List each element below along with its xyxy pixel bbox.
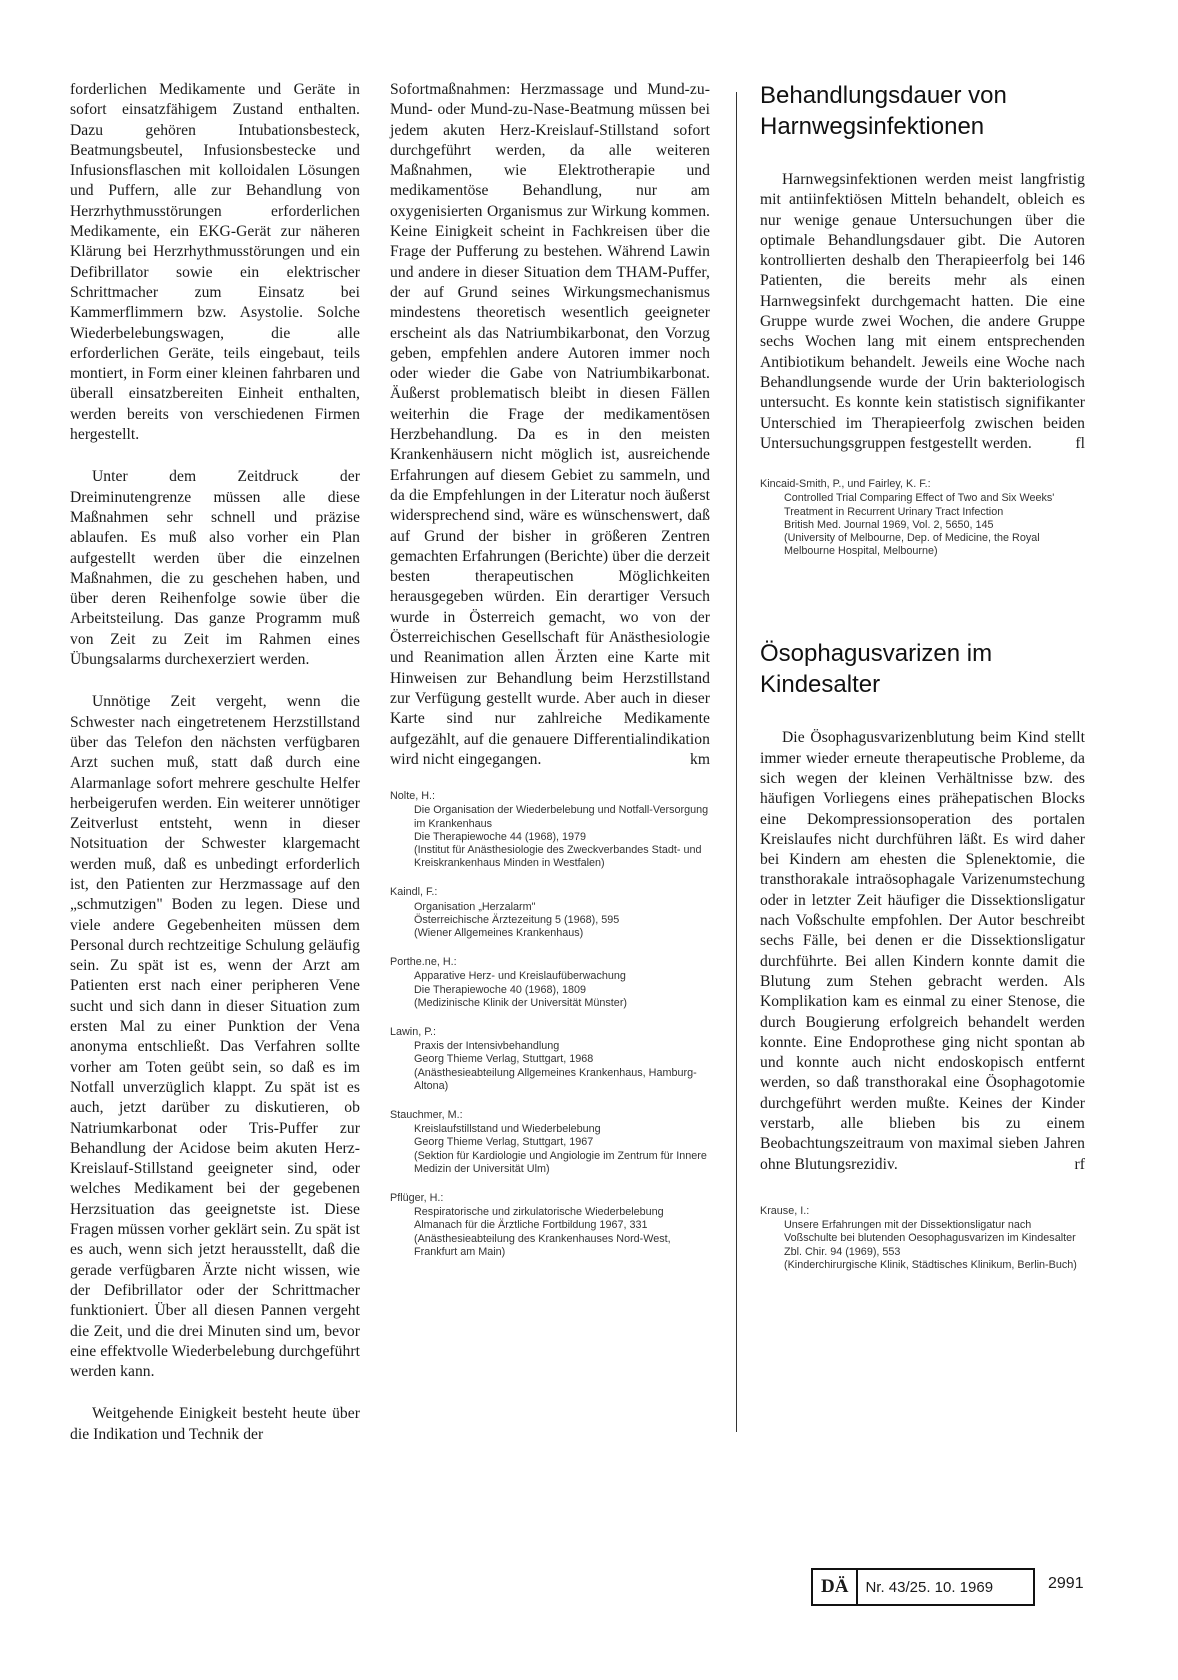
reference-line: Respiratorische und zirkulatorische Wiederbelebung (414, 1206, 664, 1219)
paragraph: forderlichen Medikamente und Geräte in sofort einsatzfähigem Zustand enthalten. Dazu gehören Intubationsbesteck, Beatmungsbeutel, Infusionsbestecke und Infusionsflaschen mit kolloidalen Lösungen und Puffern, alle zur Behandlung von Herzrhythmusstörungen erforderlichen Medikamente, ein EKG-Gerät zur näheren Klärung bei Herzrhythmusstörungen und ein Defibrillator sowie ein elektrischer Schrittmacher zum Einsatz bei Kammerflimmern bzw. Asystolie. Solche Wiederbelebungswagen, die alle erforderlichen Geräte, teils eingebaut, teils montiert, in Form einer kleinen fahrbaren und überall einsatzbereiten Einheit enthalten, werden bereits von verschiedenen Firmen hergestellt. (70, 81, 360, 444)
column-3 (760, 80, 1085, 1288)
issue-box (811, 1568, 1035, 1606)
reference (390, 1026, 710, 1093)
reference-line: Praxis der Intensivbehandlung (414, 1040, 560, 1053)
reference-line: Georg Thieme Verlag, Stuttgart, 1968 (414, 1053, 594, 1066)
article-heading: Ösophagusvarizen im Kindesalter (760, 640, 993, 699)
reference-line: Die Therapiewoche 44 (1968), 1979 (414, 830, 587, 843)
author-initials: fl (1075, 434, 1085, 452)
paragraph-text: Harnwegsinfektionen werden meist langfristig mit antiinfektiösen Mitteln behandelt, obleich es nur wenige genaue Untersuchungen über die optimale Behandlungsdauer gibt. Die Autoren kontrollierten deshalb den Therapieerfolg bei 146 Patienten, die bereits mehr als einen Harnwegsinfekt durchgemacht hatten. Die eine Gruppe wurde zwei Wochen, die andere Gruppe sechs Wochen lang mit einem entsprechenden Antibiotikum behandelt. Jeweils eine Woche nach Behandlungsende wurde der Urin bakteriologisch untersucht. Es konnte kein statistisch signifikanter Unterschied im Therapieerfolg zwischen beiden Untersuchungsgruppen festgestellt werden. (760, 171, 1085, 452)
reference-author: Lawin, P.: (390, 1025, 437, 1038)
paragraph (760, 728, 1085, 1175)
reference-line: (Anästhesieabteilung Allgemeines Krankenhaus, Hamburg-Altona) (414, 1066, 697, 1092)
reference-line: Die Organisation der Wiederbelebung und Notfall-Versorgung im Krankenhaus (414, 804, 709, 830)
article-heading: Behandlungsdauer von Harnwegsinfektionen (760, 82, 1007, 140)
reference-author: Kaindl, F.: (390, 886, 438, 899)
column-2 (390, 80, 710, 1275)
issue-number: Nr. 43/25. 10. 1969 (865, 1578, 994, 1596)
page-number: 2991 (1048, 1575, 1084, 1592)
reference-line: (Sektion für Kardiologie und Angiologie im Zentrum für Innere Medizin der Universität Ulm) (414, 1149, 707, 1175)
reference-line: (Medizinische Klinik der Universität Münster) (414, 996, 628, 1009)
reference (760, 478, 1085, 558)
reference-line: (University of Melbourne, Dep. of Medicine, the Royal Melbourne Hospital, Melbourne) (784, 531, 1040, 558)
reference-line: British Med. Journal 1969, Vol. 2, 5650, 145 (784, 518, 994, 531)
reference-line: (Kinderchirurgische Klinik, Städtisches Klinikum, Berlin-Buch) (784, 1258, 1077, 1271)
reference-line: Zbl. Chir. 94 (1969), 553 (784, 1245, 901, 1258)
paragraph-text: Sofortmaßnahmen: Herzmassage und Mund-zu-Mund- oder Mund-zu-Nase-Beatmung müssen bei jedem akuten Herz-Kreislauf-Stillstand sofort durchgeführt werden, da alle weiteren Maßnahmen, wie Elektrotherapie und medikamentöse Behandlung, nur am oxygenisierten Organismus zur Wirkung kommen. Keine Einigkeit scheint in Fachkreisen über die Frage der Pufferung zu bestehen. Während Lawin und andere in dieser Situation dem THAM-Puffer, der auf Grund seines Wirkungsmechanismus mindestens theoretisch wesentlich geeigneter erscheint als das Natriumbikarbonat, den Vorzug geben, empfehlen andere Autoren immer noch oder wieder die Gabe von Natriumbikarbonat. Äußerst problematisch bleibt in diesen Fällen weiterhin die Frage der medikamentösen Herzbehandlung. Da es in den meisten Krankenhäusern nicht möglich ist, ausreichende Erfahrungen auf diesem Gebiet zu sammeln, und da die Empfehlungen in der Literatur noch äußerst widersprechend sind, wäre es wünschenswert, daß auf Grund der bisher in größeren Zentren gemachten Erfahrungen (Berichte) über die derzeit besten therapeutischen Möglichkeiten herausgegeben würden. Ein derartiger Versuch wurde in Österreich gemacht, wo von der Österreichischen Gesellschaft für Anästhesiologie und Reanimation allen Ärzten eine Karte mit Hinweisen zur Behandlung beim Herzstillstand zur Verfügung gestellt wurde. Aber auch in dieser Karte sind nur zahlreiche Medikamente aufgezählt, auf die genauere Differentialindikation wird nicht eingegangen. (390, 81, 710, 768)
paragraph (390, 80, 710, 770)
journal-logo: DÄ (813, 1570, 858, 1604)
column-1 (70, 80, 360, 1445)
reference (390, 1192, 710, 1259)
paragraph: Unnötige Zeit vergeht, wenn die Schwester nach eingetretenem Herzstillstand über das Telefon den nächsten verfügbaren Arzt suchen muß, statt daß durch eine Alarmanlage sofort mehrere geschulte Helfer herbeigerufen werden. Ein weiterer unnötiger Zeitverlust entsteht, wenn in dieser Notsituation der Schwester klargemacht werden muß, daß es unbedingt erforderlich ist, den Patienten zur Herzmassage auf den „schmutzigen" Boden zu legen. Diese und viele andere Gegebenheiten müssen dem Personal durch rechtzeitige Schulung geläufig sein. Zu spät ist es, wenn der Arzt am Patienten erst nach einer peripheren Vene sucht und sich dann in dieser Situation zum ersten Mal zu einer Punktion der Vena anonyma entschließt. Das Verfahren sollte vorher am Toten geübt sein, so daß es im Notfall unverzüglich klappt. Zu spät ist es auch, jetzt darüber zu diskutieren, ob Natriumkarbonat oder Tris-Puffer zur Behandlung der Acidose beim akuten Herz-Kreislauf-Stillstand geeigneter sind, oder welches Medikament bei der gegebenen Herzsituation das geeignetste ist. Diese Fragen müssen vorher geklärt sein. Zu spät ist es auch, wenn sich jetzt herausstellt, daß die gerade verfügbaren Ärzte nicht wissen, wie der Defibrillator oder der Schrittmacher funktioniert. Über all diesen Pannen vergeht die Zeit, und die drei Minuten sind um, bevor eine effektvolle Wiederbelebung durchgeführt werden kann. (70, 693, 360, 1381)
paragraph (760, 170, 1085, 454)
reference (390, 956, 710, 1010)
reference-author: Nolte, H.: (390, 790, 436, 803)
reference (390, 1109, 710, 1176)
reference (390, 886, 710, 940)
reference-line: Georg Thieme Verlag, Stuttgart, 1967 (414, 1136, 594, 1149)
reference-line: (Wiener Allgemeines Krankenhaus) (414, 926, 584, 939)
reference-line: Österreichische Ärztezeitung 5 (1968), 595 (414, 913, 620, 926)
reference-line: (Anästhesieabteilung des Krankenhauses Nord-West, Frankfurt am Main) (414, 1232, 671, 1258)
paragraph-text: Die Ösophagusvarizenblutung beim Kind stellt immer wieder erneute therapeutische Probleme, da sich wegen der kleinen Verhältnisse bzw. des häufigen Vorliegens eines prähepatischen Blocks eine Dekompressionsoperation des portalen Kreislaufes nicht durchführen läßt. Es wird daher bei Kindern am ehesten die Splenektomie, die transthorakale intraösophagale Varizenumstechung oder in letzter Zeit häufiger die Dissektionsligatur nach Voßschulte empfohlen. Der Autor beschreibt sechs Fälle, bei denen er die Dissektionsligatur durchführte. Bei allen Kindern konnte damit die Blutung zum Stehen gebracht werden. Als Komplikation kam es einmal zu einer Stenose, die durch Bougierung erfolgreich behandelt werden konnte. Eine Endoprothese ging nicht spontan ab und konnte auch nicht endoskopisch entfernt werden, so daß transthorakal eine Ösophagotomie durchgeführt werden mußte. Keines der Kinder verstarb, alle blieben bis zu einem Beobachtungszeitraum von maximal sieben Jahren ohne Blutungsrezidiv. (760, 729, 1085, 1173)
paragraph: Unter dem Zeitdruck der Dreiminutengrenze müssen alle diese Maßnahmen sehr schnell und präzise ablaufen. Es muß also vorher ein Plan aufgestellt werden über die einzelnen Maßnahmen, die zu geschehen haben, und über deren Reihenfolge sowie über die Arbeitsteilung. Das ganze Programm muß von Zeit zu Zeit im Rahmen eines Übungsalarms durchexerziert werden. (70, 468, 360, 669)
reference-line: Apparative Herz- und Kreislaufüberwachung (414, 970, 626, 983)
reference-line: Kreislaufstillstand und Wiederbelebung (414, 1123, 601, 1136)
author-initials: rf (1074, 1155, 1085, 1173)
reference-line: Controlled Trial Comparing Effect of Two and Six Weeks' Treatment in Recurrent Urinary Tract Infection (784, 492, 1055, 518)
reference-line: Unsere Erfahrungen mit der Dissektionsligatur nach Voßschulte bei blutenden Oesophagusvarizen im Kindesalter (784, 1219, 1076, 1245)
reference-author: Stauchmer, M.: (390, 1108, 463, 1121)
reference-line: Die Therapiewoche 40 (1968), 1809 (414, 983, 587, 996)
reference-author: Pflüger, H.: (390, 1191, 444, 1204)
reference-author: Krause, I.: (760, 1204, 810, 1217)
column-rule (736, 92, 737, 1432)
reference-list (390, 790, 710, 1259)
reference-line: Almanach für die Ärztliche Fortbildung 1967, 331 (414, 1219, 648, 1232)
paragraph: Weitgehende Einigkeit besteht heute über die Indikation und Technik der (70, 1405, 360, 1443)
reference-author: Kincaid-Smith, P., und Fairley, K. F.: (760, 478, 931, 491)
reference (760, 1205, 1085, 1272)
reference-line: (Institut für Anästhesiologie des Zweckverbandes Stadt- und Kreiskrankenhaus Minden in Westfalen) (414, 843, 702, 870)
author-initials: km (689, 750, 710, 768)
reference (390, 790, 710, 870)
reference-line: Organisation „Herzalarm" (414, 900, 536, 913)
reference-author: Porthe.ne, H.: (390, 956, 457, 969)
